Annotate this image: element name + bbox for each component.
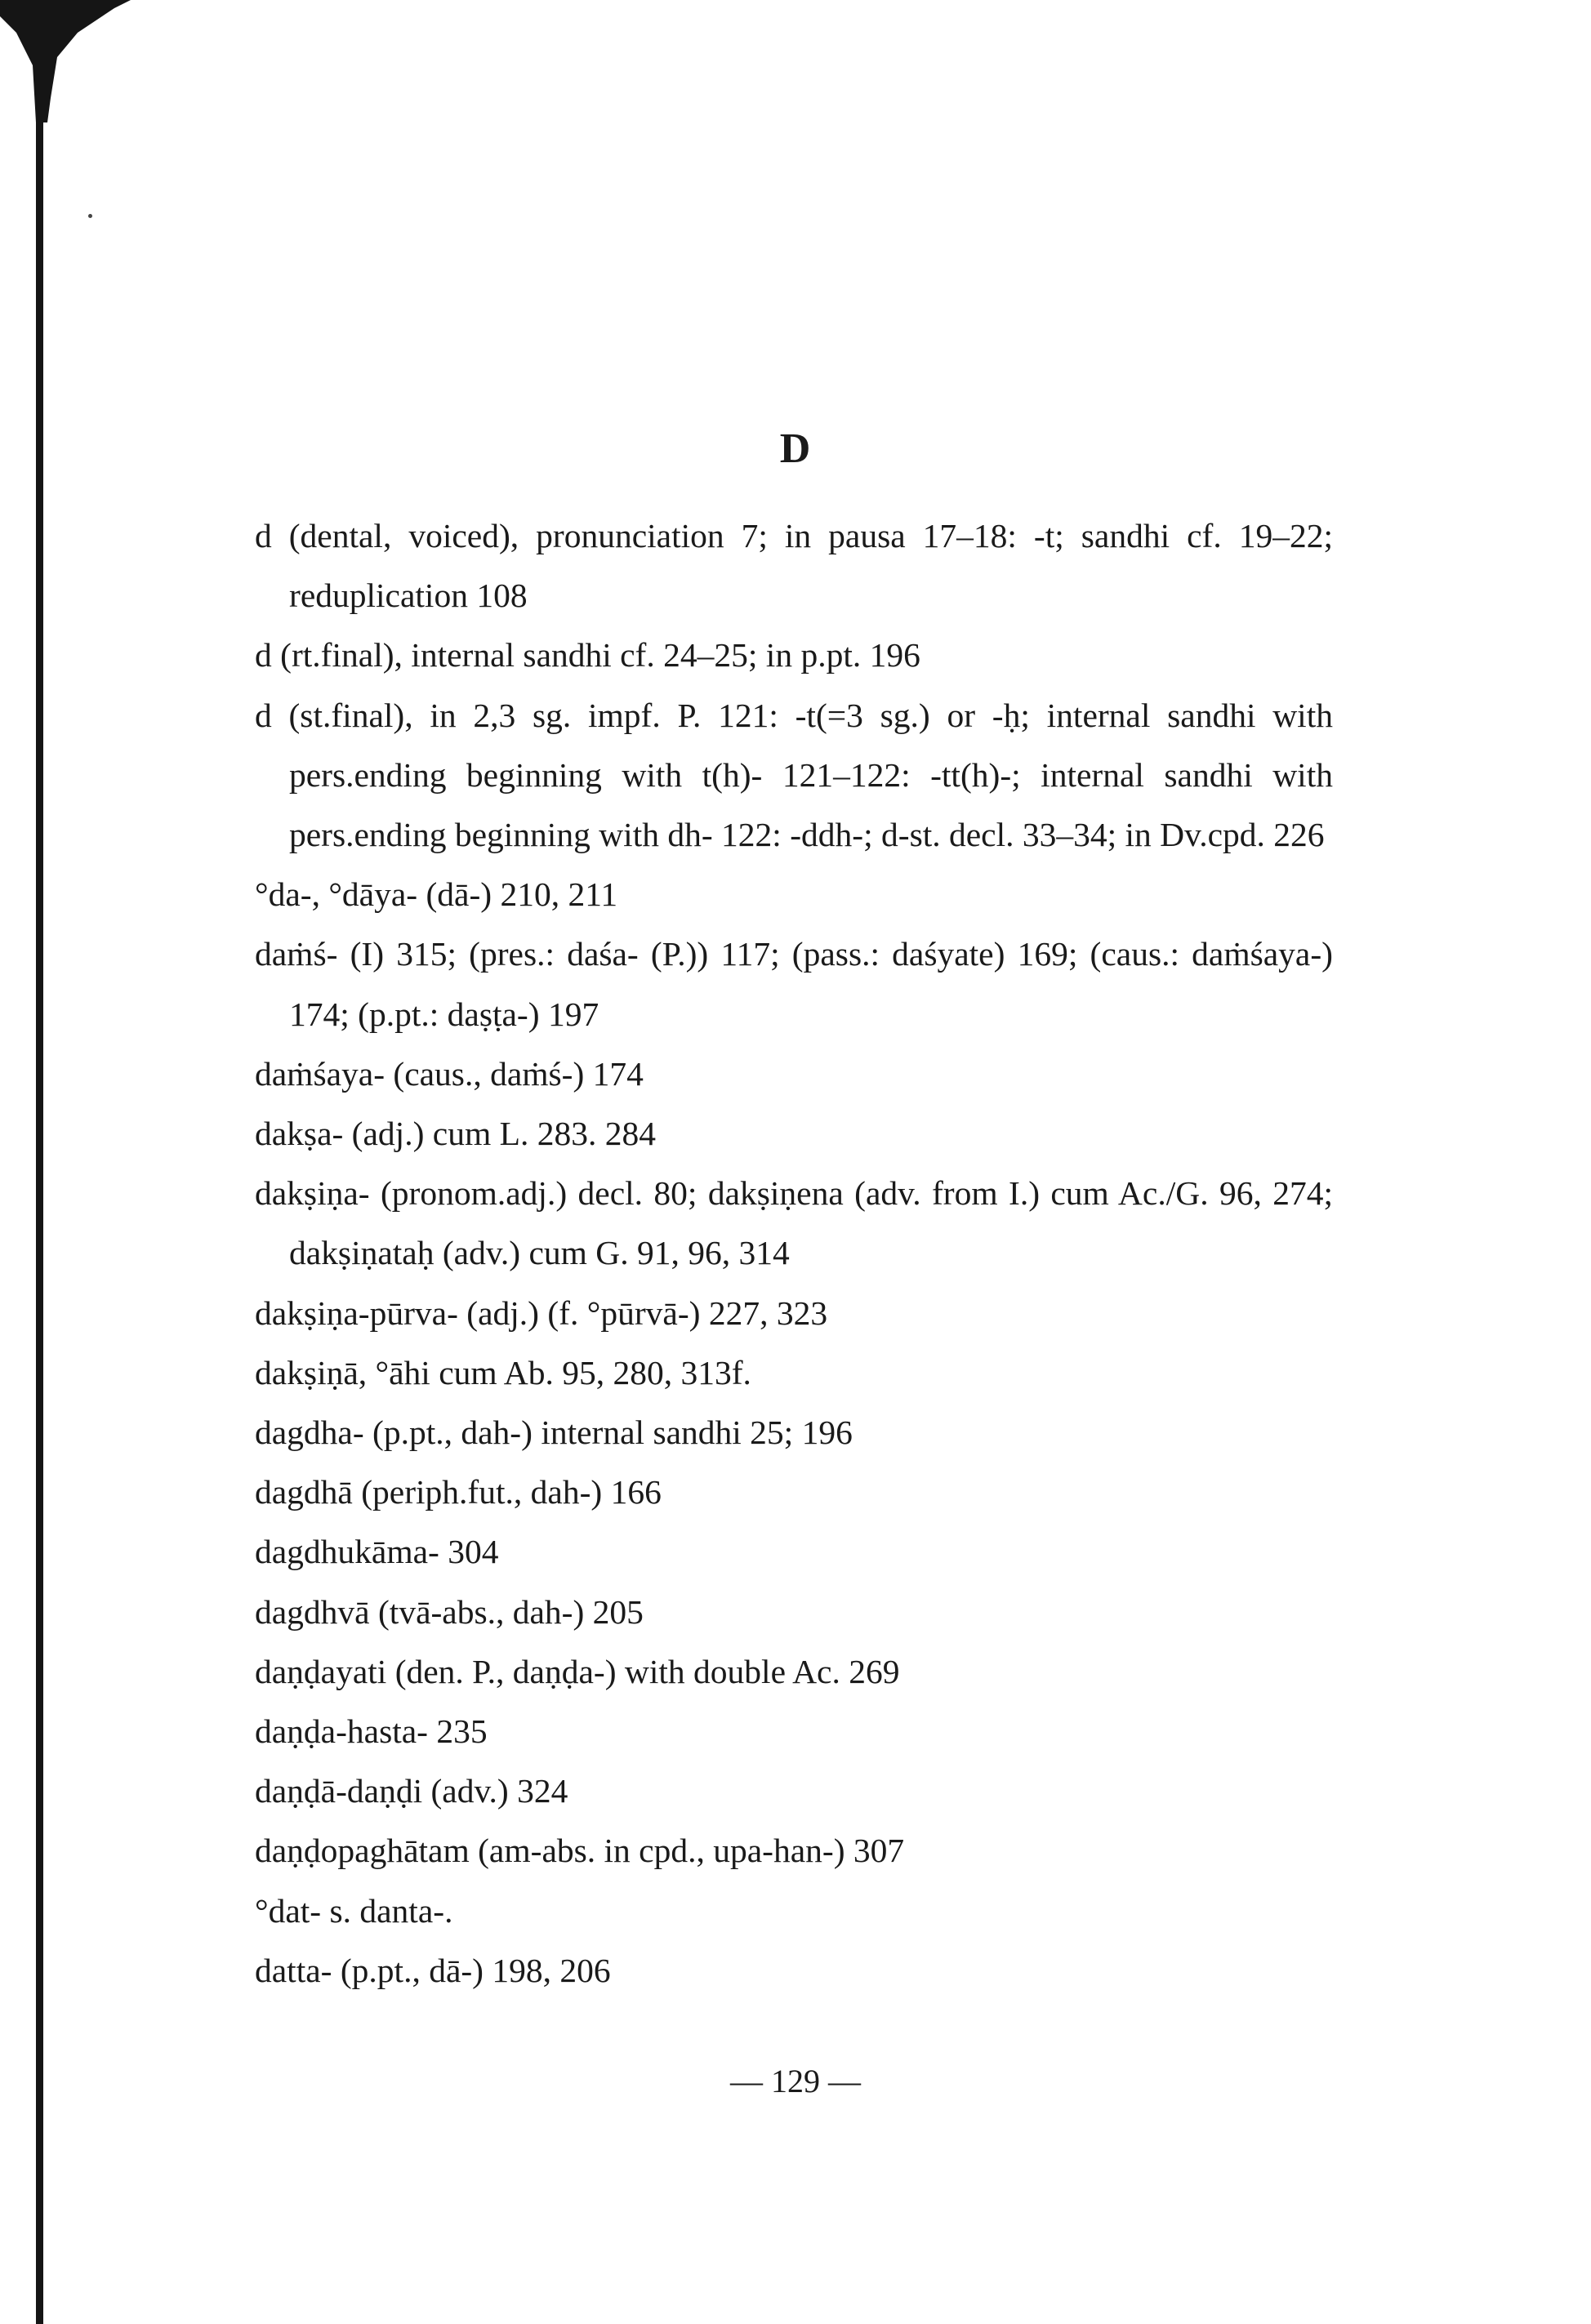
index-entry: dagdhukāma- 304	[255, 1533, 499, 1571]
binding-edge	[36, 0, 43, 2324]
index-entry: daṇḍopaghātam (am-abs. in cpd., upa-han-) 307	[255, 1832, 905, 1870]
index-entry: d (st.final), in 2,3 sg. impf. P. 121: -t(=3 sg.) or -ḥ; internal sandhi with pers.ending beginning with t(h)- 121–122: -tt(h)-; internal sandhi with pers.ending beginning with dh- 122: -ddh-; d-st. decl. 33–34; in Dv.cpd. 226	[255, 696, 1333, 854]
index-entry: dakṣa- (adj.) cum L. 283. 284	[255, 1115, 656, 1153]
index-entry: dagdhvā (tvā-abs., dah-) 205	[255, 1592, 644, 1631]
index-entries	[255, 506, 1333, 2001]
index-entry: dakṣiṇa- (pronom.adj.) decl. 80; dakṣiṇena (adv. from I.) cum Ac./G. 96, 274; dakṣiṇataḥ (adv.) cum G. 91, 96, 314	[255, 1174, 1333, 1272]
index-entry: daṁśaya- (caus., daṁś-) 174	[255, 1054, 644, 1093]
index-entry: dagdhā (periph.fut., dah-) 166	[255, 1473, 662, 1511]
index-entry: d (rt.final), internal sandhi cf. 24–25; in p.pt. 196	[255, 636, 920, 674]
binding-shadow	[0, 0, 131, 122]
index-entry: dakṣiṇa-pūrva- (adj.) (f. °pūrvā-) 227, 323	[255, 1293, 828, 1332]
page-number: — 129 —	[730, 2063, 861, 2099]
section-heading: D	[779, 425, 812, 472]
index-entry: °dat- s. danta-.	[255, 1891, 453, 1930]
index-entry: d (dental, voiced), pronunciation 7; in pausa 17–18: -t; sandhi cf. 19–22; reduplication 108	[255, 517, 1333, 615]
index-entry: °da-, °dāya- (dā-) 210, 211	[255, 875, 618, 914]
index-entry: daṇḍayati (den. P., daṇḍa-) with double Ac. 269	[255, 1652, 900, 1690]
index-entry: dakṣiṇā, °āhi cum Ab. 95, 280, 313f.	[255, 1353, 751, 1391]
index-entry: daṇḍā-daṇḍi (adv.) 324	[255, 1772, 568, 1810]
index-entry: dagdha- (p.pt., dah-) internal sandhi 25; 196	[255, 1414, 853, 1452]
index-entry: daṁś- (I) 315; (pres.: daśa- (P.)) 117; (pass.: daśyate) 169; (caus.: daṁśaya-) 174; (p.pt.: daṣṭa-) 197	[255, 935, 1333, 1033]
paper-speck	[88, 214, 92, 218]
index-entry: datta- (p.pt., dā-) 198, 206	[255, 1951, 611, 1989]
index-entry: daṇḍa-hasta- 235	[255, 1712, 488, 1751]
